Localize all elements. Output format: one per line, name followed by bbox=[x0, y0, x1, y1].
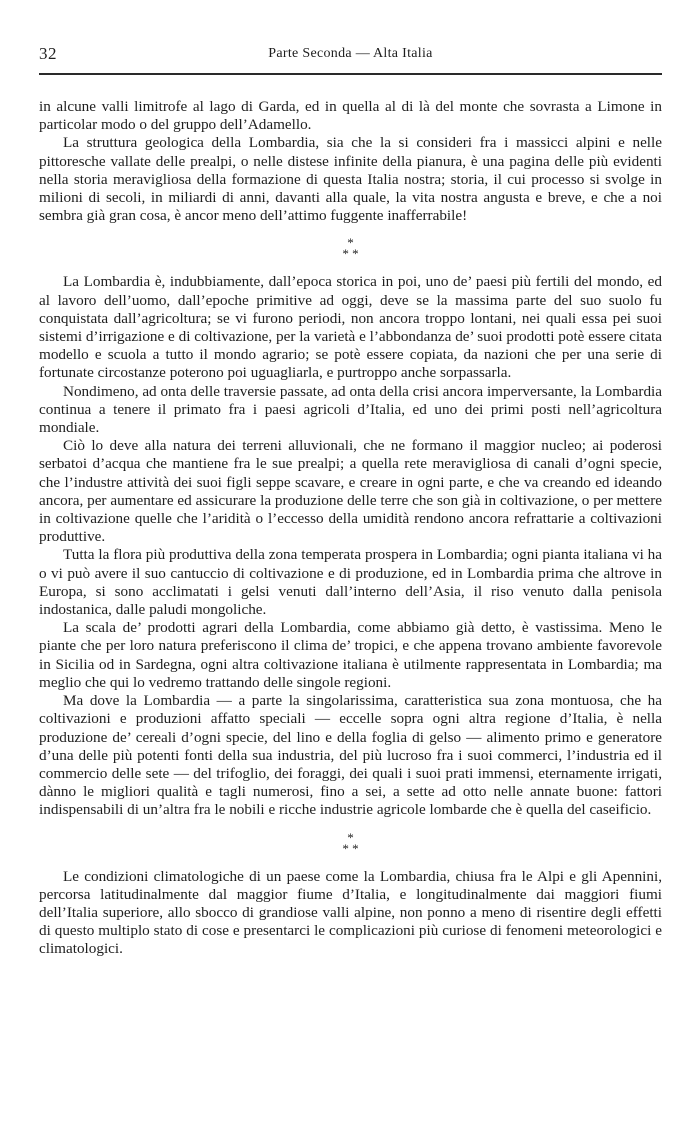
paragraph: La Lombardia è, indubbiamente, dall’epoca storica in poi, uno de’ paesi più fertili del mondo, ed al lavoro dell’uomo, dall’epoche primitive ad oggi, deve se la massima parte del suo suolo fu conquistata dall’agricoltura; se vi furono periodi, non ancora troppo lontani, nei quali essa pei suoi sistemi d’irrigazione e di coltivazione, per la varietà e l’abbondanza de’ suoi prodotti potè essere citata modello e scuola a tutto il mondo agrario; se potè essere copiata, da nazioni che per una serie di fortunate circostanze poterono poi uguagliarla, e purtroppo anche sorpassarla. bbox=[39, 273, 662, 382]
section-asterism: * * * bbox=[342, 235, 359, 262]
paragraph: Ciò lo deve alla natura dei terreni alluvionali, che ne formano il maggior nucleo; ai poderosi serbatoi d’acqua che mantiene fra le sue prealpi; a quella rete meravigliosa di canali d’ogni specie, che l’industre attività dei suoi figli seppe scavare, e creare in ogni parte, e che va creando ed ideando ancora, per aumentare ed assicurare la produzione delle terre che son già in coltivazione, o per mettere in coltivazione quelle che l’aridità o l’eccesso della umidità rendono ancora refrattarie a coltivazioni produttive. bbox=[39, 437, 662, 546]
paragraph: La scala de’ prodotti agrari della Lombardia, come abbiamo già detto, è vastissima. Meno le piante che per loro natura preferiscono il clima de’ tropici, e che appena trovano ambiente favorevole in Sicilia od in Sardegna, ogni altra coltivazione italiana è utilmente rappresentata in Lombardia; ma meglio che qui lo vedremo trattando delle singole regioni. bbox=[39, 619, 662, 691]
page-header bbox=[39, 42, 662, 64]
paragraph: Ma dove la Lombardia — a parte la singolarissima, caratteristica sua zona montuosa, che ha coltivazioni e produzioni affatto speciali — eccelle sopra ogni altra regione d’Italia, è nella produzione de’ cereali d’ogni specie, del lino e della foglia di gelso — alimento primo e generatore d’una delle più potenti fonti della sua industria, del più lucroso fra i suoi commerci, l’industria ed il commercio delle sete — del trifoglio, dei foraggi, dei quali i suoi prati immensi, eternamente irrigati, dànno le migliori qualità e tagli numerosi, fino a sei, a sette ad otto nelle annate buone: fattori indispensabili di un’altra fra le nobili e ricche industrie agricole lombarde che è quella del caseificio. bbox=[39, 692, 662, 819]
paragraph: La struttura geologica della Lombardia, sia che la si consideri fra i massicci alpini e nelle pittoresche vallate delle prealpi, o nelle distese infinite della pianura, è una pagina delle più evidenti nella storia meravigliosa della formazione di questa Italia nostra; storia, il cui processo si svolge in milioni di secoli, in miliardi di anni, davanti alla quale, la vita nostra angusta e breve, e che a noi sembra già gran cosa, è ancor meno dell’attimo fuggente inafferrabile! bbox=[39, 134, 662, 225]
header-rule bbox=[39, 73, 662, 75]
paragraph: Nondimeno, ad onta delle traversie passate, ad onta della crisi ancora imperversante, la Lombardia continua a tenere il primato fra i paesi agricoli d’Italia, ed uno dei primi posti nell’agricoltura mondiale. bbox=[39, 382, 662, 437]
section-asterism: * * * bbox=[342, 829, 359, 856]
body-text bbox=[39, 98, 662, 959]
paragraph: Tutta la flora più produttiva della zona temperata prospera in Lombardia; ogni pianta italiana vi ha o vi può avere il suo cantuccio di coltivazione e di produzione, ed in Lombardia prima che altrove in Europa, si sono acclimatati i gelsi venuti dall’interno dell’Asia, il riso venuto dalla penisola indostanica, dalle paludi mongoliche. bbox=[39, 546, 662, 619]
paragraph: in alcune valli limitrofe al lago di Garda, ed in quella al di là del monte che sovrasta a Limone in particolar modo o del gruppo dell’Adamello. bbox=[39, 98, 662, 134]
paragraph: Le condizioni climatologiche di un paese come la Lombardia, chiusa fra le Alpi e gli Apennini, percorsa latitudinalmente dal maggior fiume d’Italia, e longitudinalmente dai maggiori fiumi dell’Italia superiore, allo sbocco di grandiose valli alpine, non ponno a meno di risentire degli effetti di questo multiplo stato di cose e presentarci le complicazioni più curiose di fenomeni meteorologici e climatologici. bbox=[39, 867, 662, 958]
page-number: 32 bbox=[39, 44, 57, 63]
running-head: Parte Seconda — Alta Italia bbox=[268, 46, 433, 61]
